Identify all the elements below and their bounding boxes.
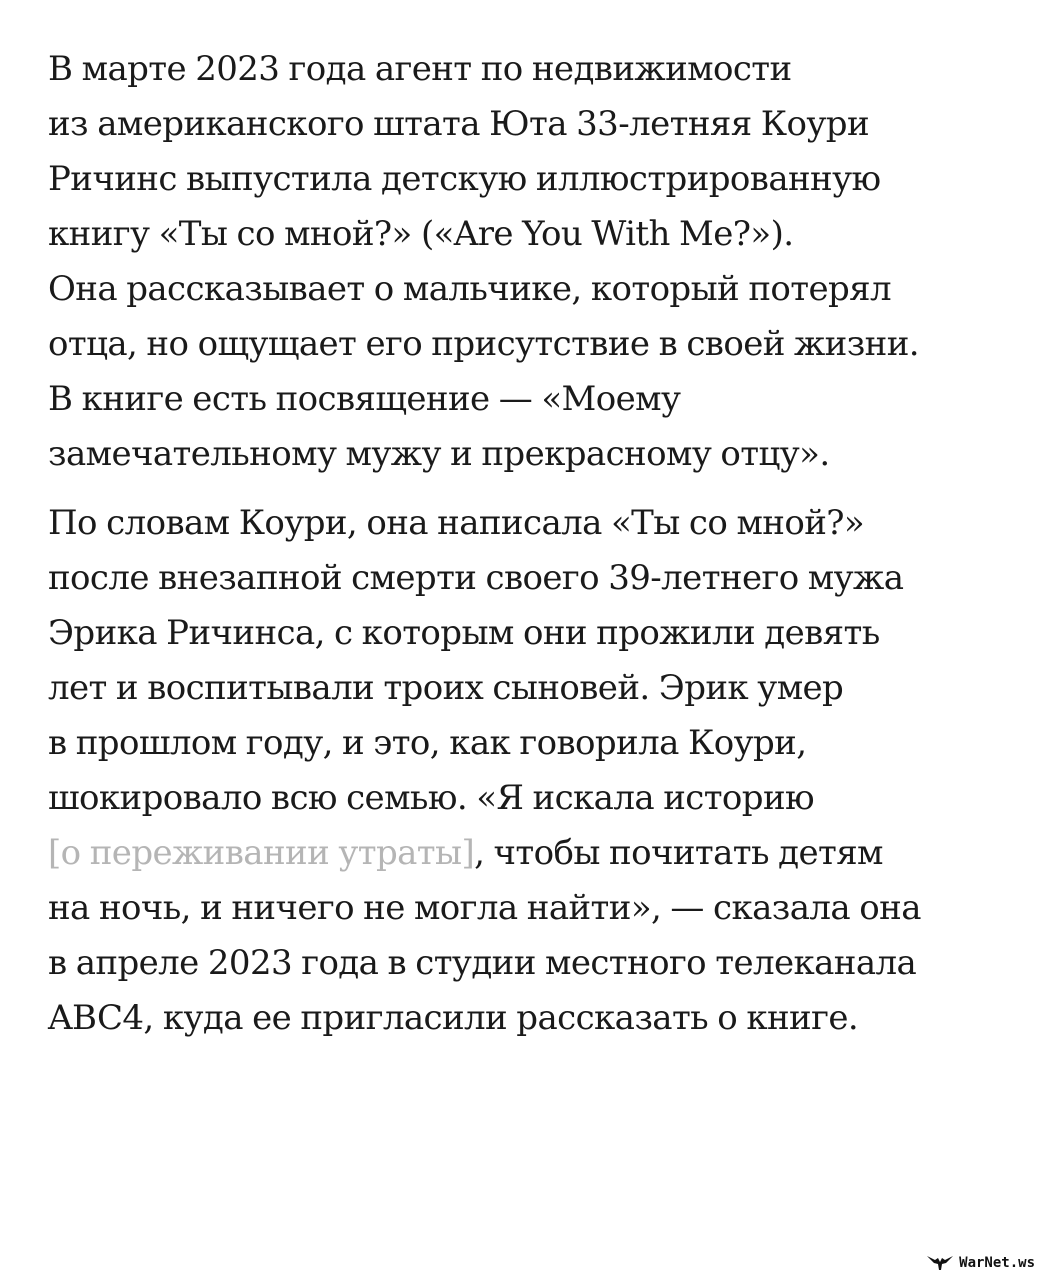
text-line-with-note — [48, 826, 921, 881]
text-line: В книге есть посвящение — «Моему — [48, 379, 681, 419]
text-line: Она рассказывает о мальчике, который потерял — [48, 269, 892, 309]
eagle-logo-icon — [927, 1254, 953, 1272]
text-line: Ричинс выпустила детскую иллюстрированную — [48, 159, 881, 199]
text-line: на ночь, и ничего не могла найти», — сказала она — [48, 888, 921, 928]
text-fragment: , чтобы почитать детям — [474, 833, 883, 873]
text-line: отца, но ощущает его присутствие в своей жизни. — [48, 324, 920, 364]
text-line: в апреле 2023 года в студии местного телеканала — [48, 943, 917, 983]
text-line: лет и воспитывали троих сыновей. Эрик умер — [48, 668, 844, 708]
paragraph-2 — [48, 496, 921, 1046]
text-line: Эрика Ричинса, с которым они прожили девять — [48, 613, 880, 653]
text-line: книгу «Ты со мной?» («Are You With Me?»). — [48, 214, 794, 254]
text-line: шокировало всю семью. «Я искала историю — [48, 778, 815, 818]
text-line: после внезапной смерти своего 39-летнего мужа — [48, 558, 904, 598]
text-line: По словам Коури, она написала «Ты со мной?» — [48, 503, 865, 543]
watermark — [927, 1254, 1035, 1272]
text-line: замечательному мужу и прекрасному отцу». — [48, 434, 830, 474]
paragraph-1 — [48, 42, 919, 482]
watermark-text: WarNet.ws — [959, 1255, 1035, 1271]
text-line: в прошлом году, и это, как говорила Коури, — [48, 723, 807, 763]
text-line: ABC4, куда ее пригласили рассказать о книге. — [48, 998, 859, 1038]
text-line: В марте 2023 года агент по недвижимости — [48, 49, 792, 89]
inserted-note: [о переживании утраты] — [48, 833, 475, 873]
text-line: из американского штата Юта 33-летняя Коури — [48, 104, 870, 144]
